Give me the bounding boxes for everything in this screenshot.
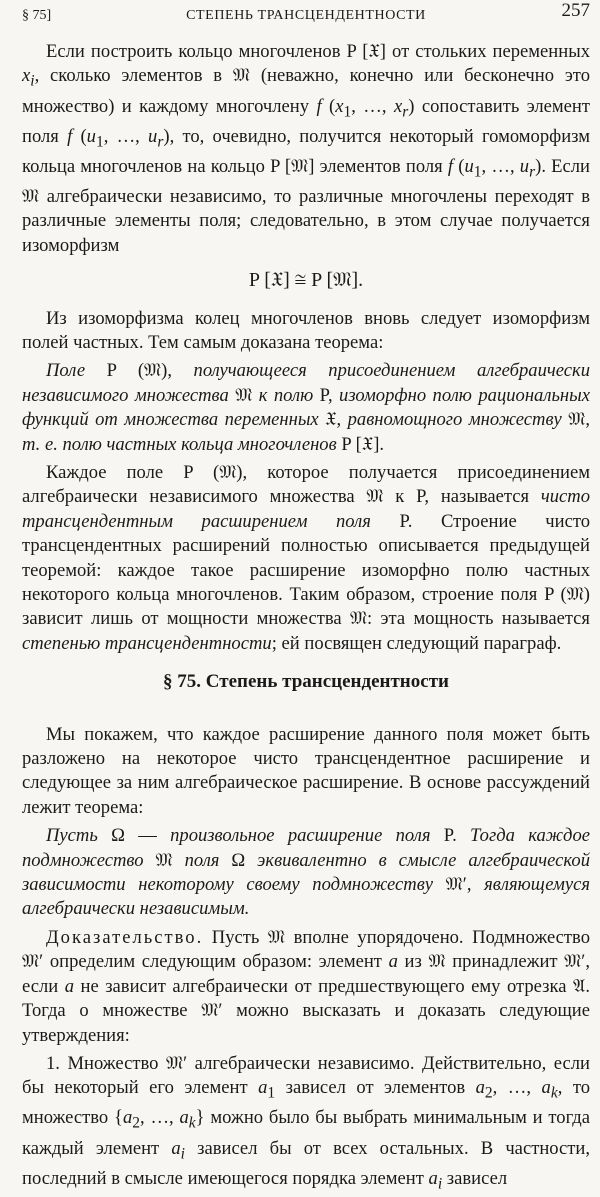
display-formula: P [𝔛] ≅ P [𝔐]. [248, 269, 364, 292]
paragraph: Если построить кольцо многочленов P [𝔛] от стольких переменных $x_i$, сколько элементов в 𝔐 (неважно, конечно или бесконечно это множество) и каждому многочлену f ($x_1$, …, $x_r$) сопоставить элемент поля f ($u_1$, …, $u_r$), то, очевидно, получится некоторый гомоморфизм кольца многочленов на кольцо P [𝔐] элементов поля f ($u_1$, …, $u_r$). Если 𝔐 алгебраически независимо, то различные многочлены переходят в различные элементы поля; следовательно, в этом случае получается изоморфизм [22, 41, 591, 256]
header-section-ref: § 75] [22, 8, 52, 23]
section-heading: § 75. Степень трансцендентности [163, 671, 449, 693]
paragraph: Поле P (𝔐), получающееся присоединением алгебраически независимого множества 𝔐 к полю P, изоморфно полю рациональных функций от множества переменных 𝔛, равномощного множеству 𝔐, т. е. полю частных кольца многочленов P [𝔛]. [22, 360, 590, 455]
paragraph: 1. Множество 𝔐′ алгебраически независимо. Действительно, если бы некоторый его элемент $a_1$ зависел от элементов $a_2$, …, $a_k$, то множество {$a_2$, …, $a_k$} можно было бы выбрать минимальным и тогда каждый элемент $a_i$ зависел бы от всех остальных. В частности, последний в смысле имеющегося порядка элемент $a_i$ зависел [22, 1052, 591, 1193]
paragraph: Мы покажем, что каждое расширение данного поля может быть разложено на некоторое чисто трансцендентное расширение и следующее за ним алгебраическое расширение. В основе рассуждений лежит теорема: [22, 723, 590, 818]
paragraph: Доказательство. Пусть 𝔐 вполне упорядочено. Подмножество 𝔐′ определим следующим образом: элемент a из 𝔐 принадлежит 𝔐′, если a не зависит алгебраически от предшествующего ему отрезка 𝔄. Тогда о множестве 𝔐′ можно высказать и доказать следующие утверждения: [22, 926, 590, 1046]
paragraph: Из изоморфизма колец многочленов вновь следует изоморфизм полей частных. Тем самым доказана теорема: [22, 307, 590, 353]
page-body [22, 36, 590, 1197]
header-title: СТЕПЕНЬ ТРАНСЦЕНДЕНТНОСТИ [186, 8, 426, 23]
page-number: 257 [561, 0, 590, 21]
paragraph: Пусть Ω — произвольное расширение поля P. Тогда каждое подмножество 𝔐 поля Ω эквивалентно в смысле алгебраической зависимости некоторому своему подмножеству 𝔐′, являющемуся алгебраически независимым. [22, 825, 591, 920]
running-header [22, 0, 590, 28]
paragraph: Каждое поле P (𝔐), которое получается присоединением алгебраически независимого множества 𝔐 к P, называется чисто трансцендентным расширением поля P. Строение чисто трансцендентных расширений полностью описывается предыдущей теоремой: каждое такое расширение изоморфно полю частных некоторого кольца многочленов. Таким образом, строение поля P (𝔐) зависит лишь от мощности множества 𝔐: эта мощность называется степенью трансцендентности; ей посвящен следующий параграф. [22, 461, 590, 654]
